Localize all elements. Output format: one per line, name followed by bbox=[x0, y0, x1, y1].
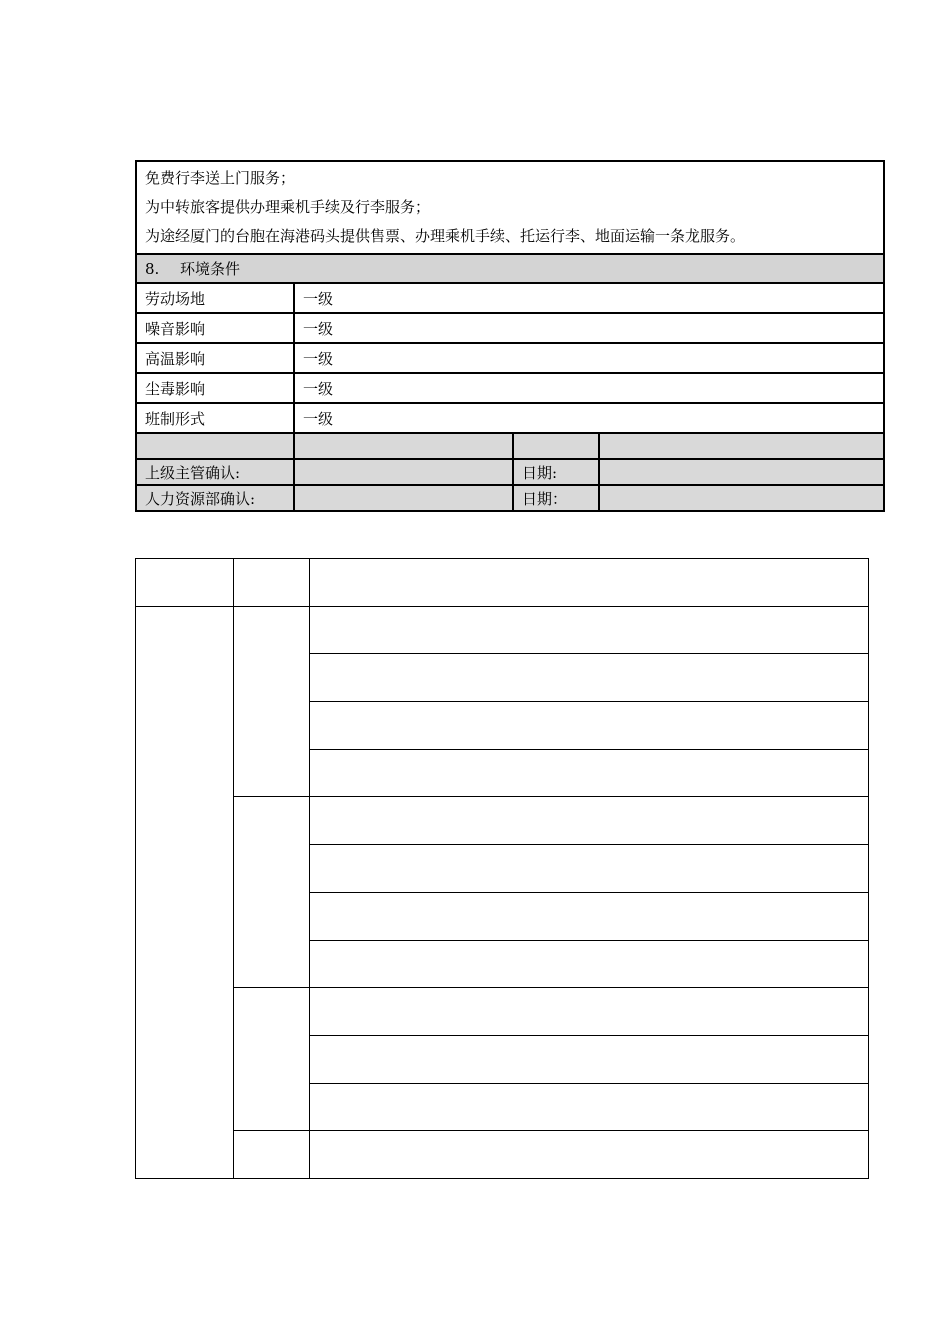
empty-cell bbox=[310, 654, 869, 702]
hr-confirm-label: 人力资源部确认: bbox=[136, 485, 294, 511]
empty-cell bbox=[310, 1131, 869, 1179]
empty-cell bbox=[310, 1083, 869, 1131]
supervisor-date-field[interactable] bbox=[599, 459, 884, 485]
empty-cell bbox=[310, 892, 869, 940]
env-value: 一级 bbox=[294, 373, 884, 403]
date-label: 日期： bbox=[513, 485, 599, 511]
section-number: 8. bbox=[145, 260, 160, 278]
section-header-environment bbox=[136, 254, 884, 283]
blank-confirm-row bbox=[136, 433, 884, 459]
supervisor-confirm-label: 上级主管确认: bbox=[136, 459, 294, 485]
env-row bbox=[136, 403, 884, 433]
env-label: 劳动场地 bbox=[136, 283, 294, 313]
table-row bbox=[136, 559, 869, 607]
env-row bbox=[136, 373, 884, 403]
env-value: 一级 bbox=[294, 343, 884, 373]
empty-cell bbox=[310, 797, 869, 845]
env-value: 一级 bbox=[294, 403, 884, 433]
env-row bbox=[136, 313, 884, 343]
table-row bbox=[136, 1131, 869, 1179]
empty-group-cell bbox=[234, 988, 310, 1131]
env-label: 噪音影响 bbox=[136, 313, 294, 343]
env-value: 一级 bbox=[294, 313, 884, 343]
empty-cell bbox=[310, 559, 869, 607]
empty-cell bbox=[310, 606, 869, 654]
service-line: 为途经厦门的台胞在海港码头提供售票、办理乘机手续、托运行李、地面运输一条龙服务。 bbox=[145, 227, 746, 245]
blank-cell bbox=[136, 433, 294, 459]
blank-cell bbox=[294, 433, 513, 459]
hr-date-field[interactable] bbox=[599, 485, 884, 511]
empty-cell bbox=[310, 702, 869, 750]
table-row bbox=[136, 988, 869, 1036]
blank-cell bbox=[599, 433, 884, 459]
env-label: 尘毒影响 bbox=[136, 373, 294, 403]
empty-group-cell bbox=[234, 606, 310, 797]
service-line: 免费行李送上门服务； bbox=[145, 169, 296, 187]
empty-grid-table bbox=[135, 558, 869, 1179]
empty-cell bbox=[310, 988, 869, 1036]
hr-confirm-row bbox=[136, 485, 884, 511]
date-label: 日期: bbox=[513, 459, 599, 485]
table-row bbox=[136, 797, 869, 845]
service-line: 为中转旅客提供办理乘机手续及行李服务； bbox=[145, 198, 431, 216]
section-title: 环境条件 bbox=[180, 260, 241, 278]
empty-cell bbox=[234, 559, 310, 607]
services-cell bbox=[136, 161, 884, 254]
job-description-table bbox=[135, 160, 885, 512]
empty-cell bbox=[136, 559, 234, 607]
empty-cell bbox=[310, 749, 869, 797]
empty-merged-cell bbox=[136, 606, 234, 1178]
empty-cell bbox=[310, 845, 869, 893]
env-label: 班制形式 bbox=[136, 403, 294, 433]
env-value: 一级 bbox=[294, 283, 884, 313]
empty-cell bbox=[310, 940, 869, 988]
empty-group-cell bbox=[234, 1131, 310, 1179]
empty-cell bbox=[310, 1035, 869, 1083]
blank-cell bbox=[513, 433, 599, 459]
hr-signature-field[interactable] bbox=[294, 485, 513, 511]
env-row bbox=[136, 283, 884, 313]
env-label: 高温影响 bbox=[136, 343, 294, 373]
env-row bbox=[136, 343, 884, 373]
table-row bbox=[136, 606, 869, 654]
supervisor-confirm-row bbox=[136, 459, 884, 485]
supervisor-signature-field[interactable] bbox=[294, 459, 513, 485]
empty-group-cell bbox=[234, 797, 310, 988]
